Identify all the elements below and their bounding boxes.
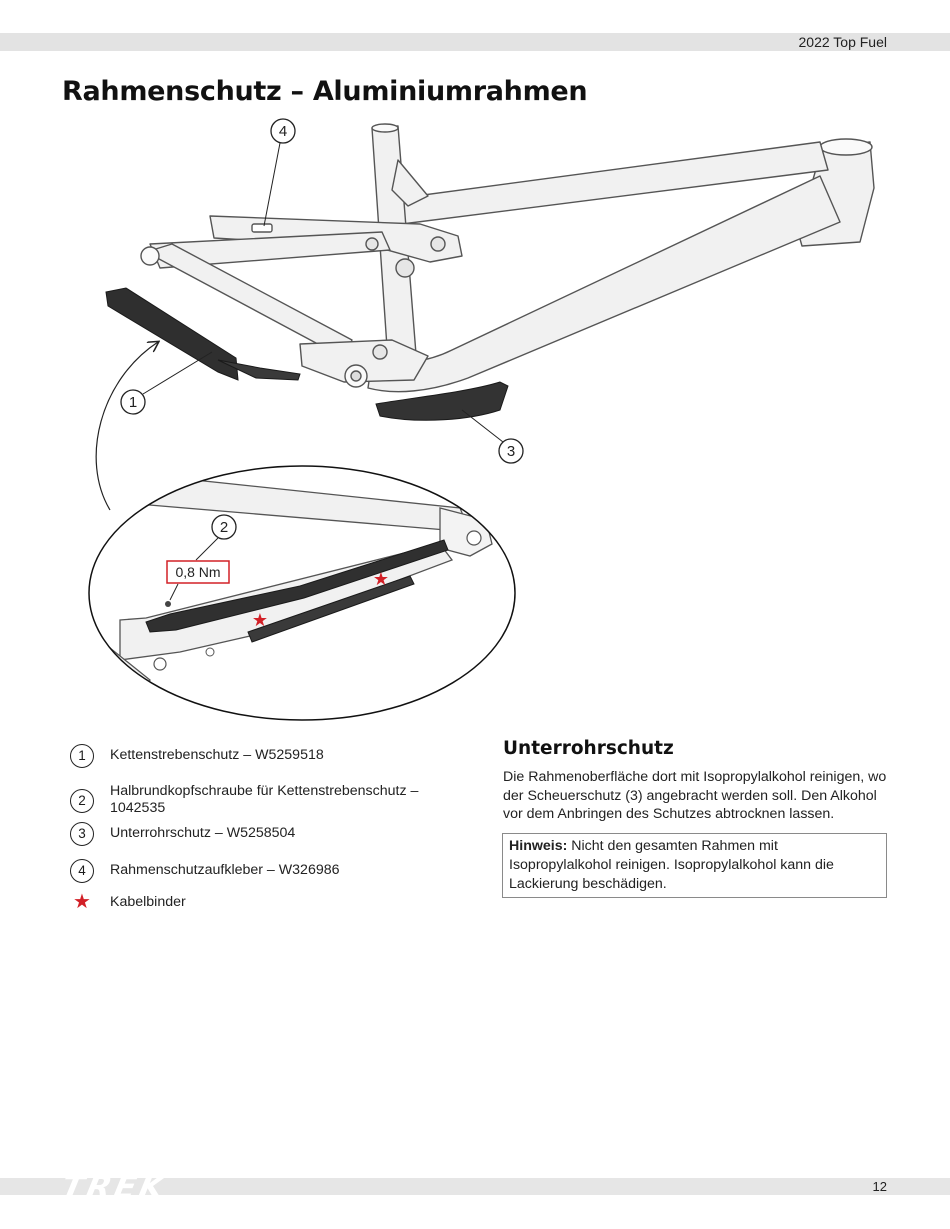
legend-item xyxy=(70,822,450,846)
zoom-detail xyxy=(80,466,515,720)
legend-item xyxy=(70,891,450,913)
note-text: Nicht den gesamten Rahmen mit Isopropylalkohol reinigen. Isopropylalkohol kann die Lackierung beschädigen. xyxy=(509,838,834,892)
zoom-arrow xyxy=(96,342,158,510)
trek-logo: TREK xyxy=(57,1168,172,1206)
legend-marker: 2 xyxy=(70,789,94,813)
bike-frame xyxy=(141,124,874,392)
callout-1-leader xyxy=(143,352,212,394)
cable-tie-star: ★ xyxy=(251,610,269,630)
frame-sticker xyxy=(252,224,272,232)
legend-marker: 1 xyxy=(70,744,94,768)
seat-tube-top xyxy=(372,124,398,132)
head-tube-top xyxy=(820,139,872,155)
model-name: 2022 Top Fuel xyxy=(798,34,887,50)
torque-value: 0,8 Nm xyxy=(175,564,221,580)
chainstay-guard xyxy=(106,288,238,380)
callout-4-leader xyxy=(264,143,280,226)
page-number: 12 xyxy=(872,1179,887,1194)
section-title: Unterrohrschutz xyxy=(503,738,674,759)
star-icon: ★ xyxy=(73,891,91,913)
legend-text: Unterrohrschutz – W5258504 xyxy=(110,825,296,841)
legend-marker: 3 xyxy=(70,822,94,846)
legend-item xyxy=(70,780,450,817)
section-body: Die Rahmenoberfläche dort mit Isopropylalkohol reinigen, wo der Scheuerschutz (3) angebracht werden soll. Den Alkohol vor dem Anbringen des Schutzes abtrocknen lassen. xyxy=(503,769,887,822)
legend-text: Rahmenschutzaufkleber – W326986 xyxy=(110,862,340,878)
legend-text: Halbrundkopfschraube für Kettenstrebenschutz – 1042535 xyxy=(110,783,419,816)
page-title: Rahmenschutz – Aluminiumrahmen xyxy=(62,76,588,107)
note-label: Hinweis: xyxy=(509,838,568,854)
legend-item xyxy=(70,859,450,883)
legend-text: Kabelbinder xyxy=(110,894,186,910)
legend-item xyxy=(70,744,450,768)
cable-tie-star: ★ xyxy=(372,569,390,589)
legend-marker: 4 xyxy=(70,859,94,883)
callout-4-label: 4 xyxy=(278,123,288,140)
note-box xyxy=(502,833,887,898)
legend-text: Kettenstrebenschutz – W5259518 xyxy=(110,747,324,763)
callout-1-label: 1 xyxy=(128,394,138,411)
callout-3-label: 3 xyxy=(506,443,516,460)
callout-2-label: 2 xyxy=(219,519,229,536)
